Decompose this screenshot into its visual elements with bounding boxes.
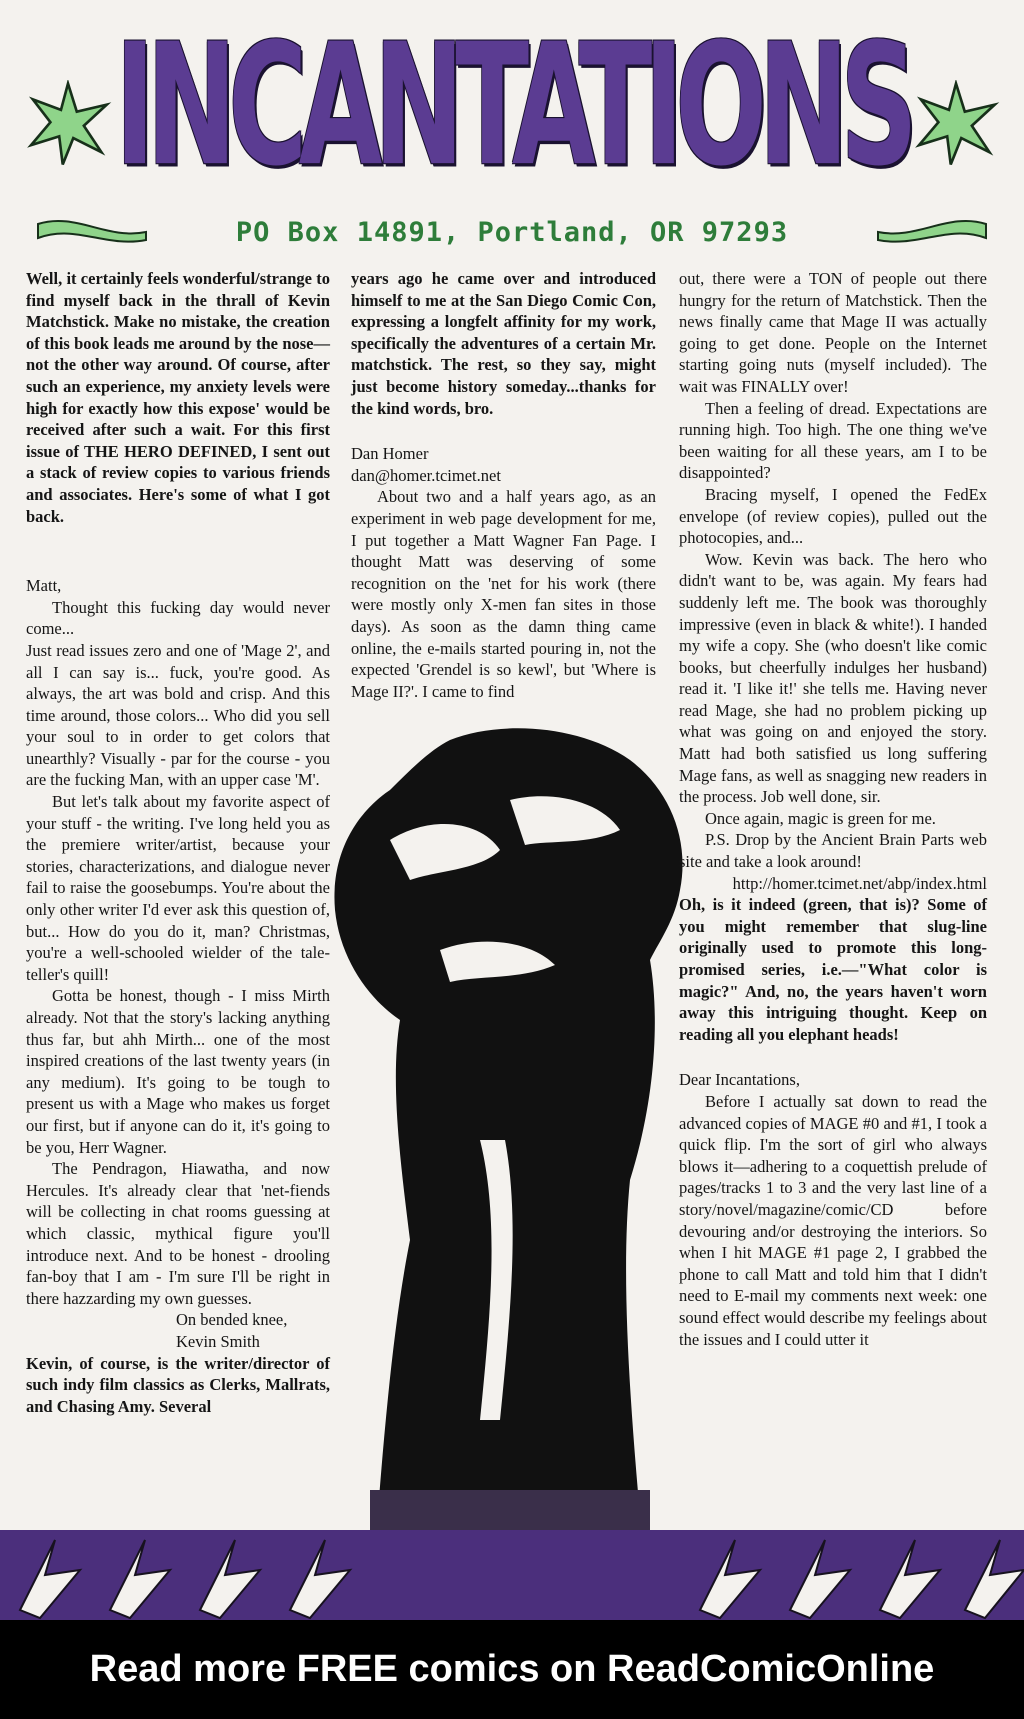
masthead <box>0 0 1024 260</box>
letter-paragraph: Once again, magic is green for me. <box>705 808 936 828</box>
letter-paragraph: Thought this fucking day would never come... <box>26 597 330 639</box>
star-icon <box>912 80 1000 168</box>
column-1 <box>26 268 330 1417</box>
mailing-address: PO Box 14891, Portland, OR 97293 <box>235 216 789 248</box>
letter-paragraph: About two and a half years ago, as an experiment in web page development for me, I put together a Matt Wagner Fan Page. I thought Matt was deserving of some recognition on the 'net for his work (there were mostly only X-men fan sites in those days). As soon as the damn thing came online, the e-mails started pouring in, not the expected 'Grendel is so kewl', but 'Where is Mage II?'. I came to find <box>351 487 656 701</box>
letter-paragraph: Before I actually sat down to read the advanced copies of MAGE #0 and #1, I took a quick flip. I'm the sort of girl who always blows it—adhering to a coquettish prelude of pages/tracks 1 to 3 and the very last line of a story/novel/magazine/comic/CD before devouring and/or destroying the interiors. So when I hit MAGE #1 page 2, I grabbed the phone to call Matt and told him that I didn't need to E-mail my comments next week: one sound effect would describe my feelings about the issues and I could utter it <box>679 1091 987 1349</box>
letter-paragraph: But let's talk about my favorite aspect of your stuff - the writing. I've long held you as the premiere writer/artist, because your stories, characterizations, and dialogue never fail to raise the goosebumps. You're about the only other writer I'd ever ask this question of, but... How do you do it, man? Christmas, you're a well-schooled wielder of the tale-teller's quill! <box>26 792 330 984</box>
letter-paragraph: The Pendragon, Hiawatha, and now Hercules. It's already clear that 'net-fiends will be collecting in chat rooms guessing at which classic, mythical figure you'll introduce next. And to be honest - drooling fan-boy that I am - I'm sure I'll be right in there hazzarding my own guesses. <box>26 1159 330 1308</box>
letter-paragraph: Wow. Kevin was back. The hero who didn't want to be, was again. My fears had suddenly left me. The book was thoroughly impressive (even in black & white!). I handed my wife a copy. She (who doesn't like comic books, but cheerfully indulges her husband) read it. 'I like it!' she tells me. Having never read Mage, she had no problem picking up what was going on and enjoyed the story. Matt had both satisfied us long suffering Mage fans, as well as snagging new readers in the process. Job well done, sir. <box>679 549 987 807</box>
letter-salutation: Dear Incantations, <box>679 1070 800 1090</box>
bottom-lightning-banner <box>0 1530 1024 1620</box>
editor-reply: Kevin, of course, is the writer/director of such indy film classics as Clerks, Mallrats, and Chasing Amy. Several <box>26 1353 330 1416</box>
letter-paragraph: out, there were a TON of people out there hungry for the return of Matchstick. Then the news finally came that Mage II was actually going to get done. People on the Internet starting going nuts (myself included). The wait was FINALLY over! <box>679 269 987 396</box>
footer-ad-banner[interactable] <box>0 1620 1024 1719</box>
page-title: INCANTATIONS <box>114 8 910 204</box>
editor-reply: Oh, is it indeed (green, that is)? Some of you might remember that slug-line originally used to promote this long-promised series, i.e.—"What color is magic?" And, no, the years haven't worn away this intriguing thought. Keep on reading all you elephant heads! <box>679 895 987 1044</box>
letter-paragraph: Then a feeling of dread. Expectations are running high. Too high. The one thing we've been waiting for all these years, am I to be disappointed? <box>679 398 987 483</box>
letter-signoff: On bended knee, <box>176 1310 288 1330</box>
letter-paragraph: Bracing myself, I opened the FedEx envelope (of review copies), pulled out the photocopies, and... <box>679 484 987 548</box>
star-icon <box>24 80 112 168</box>
letter-email: dan@homer.tcimet.net <box>351 465 501 485</box>
column-3 <box>679 268 987 1350</box>
column-2 <box>351 268 656 702</box>
letter-postscript: P.S. Drop by the Ancient Brain Parts web site and take a look around! <box>679 830 987 872</box>
letter-paragraph: Gotta be honest, though - I miss Mirth already. Not that the story's lacking anything thus far, but ahh Mirth... one of the most inspired creations of the last twenty years (in any medium). It's going to be tough to present us with a Mage who makes us forget our first, but if anyone can do it, it's going to be you, Herr Wagner. <box>26 986 330 1157</box>
editor-reply-continued: years ago he came over and introduced himself to me at the San Diego Comic Con, expressing a longfelt affinity for my work, specifically the adventures of a certain Mr. matchstick. The rest, so they say, might just become history someday...thanks for the kind words, bro. <box>351 269 656 418</box>
letter-author: Kevin Smith <box>176 1331 260 1351</box>
letter-author: Dan Homer <box>351 444 429 464</box>
letter-paragraph: Just read issues zero and one of 'Mage 2', and all I can say is... fuck, you're good. As always, the art was bold and crisp. And this time around, those colors... Who did you sell your soul to in order to get colors that unearthly? Visually - par for the course - you are the fucking Man, with an upper case 'M'. <box>26 640 330 790</box>
footer-ad-text[interactable]: Read more FREE comics on ReadComicOnline <box>89 1648 935 1690</box>
letter-salutation: Matt, <box>26 576 62 596</box>
editor-intro: Well, it certainly feels wonderful/strange to find myself back in the thrall of Kevin Matchstick. Make no mistake, the creation of this book leads me around by the nose—not the other way around. Of course, after such an experience, my anxiety levels were high for exactly how this expose' would be received after such a wait. For this first issue of THE HERO DEFINED, I sent out a stack of review copies to various friends and associates. Here's some of what I got back. <box>26 269 330 526</box>
website-url: http://homer.tcimet.net/abp/index.html <box>732 873 987 893</box>
raised-fist-illustration <box>330 720 710 1620</box>
